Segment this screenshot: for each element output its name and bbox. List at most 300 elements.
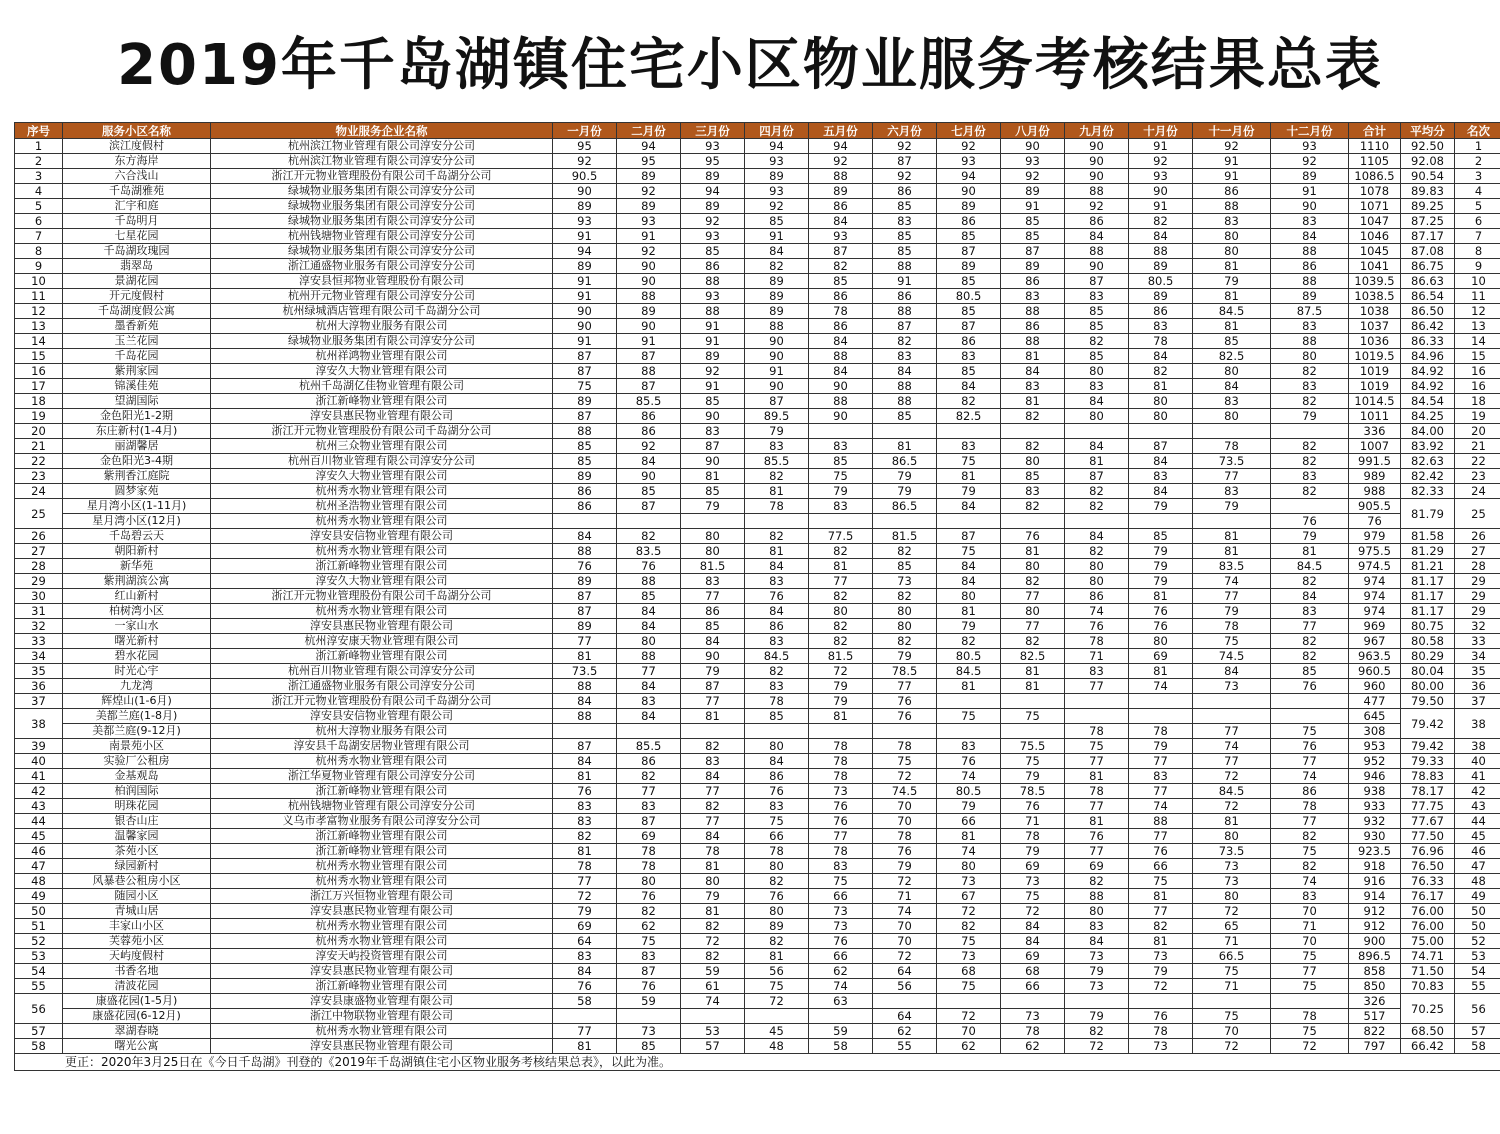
month-score-cell: 84 <box>617 709 681 724</box>
seq-cell: 16 <box>15 364 63 379</box>
month-score-cell: 89 <box>1271 289 1349 304</box>
month-score-cell: 83.5 <box>1193 559 1271 574</box>
month-score-cell: 83 <box>681 754 745 769</box>
month-score-cell: 81 <box>1001 544 1065 559</box>
column-header: 七月份 <box>937 123 1001 139</box>
month-score-cell: 88 <box>809 394 873 409</box>
total-cell: 1105 <box>1349 154 1401 169</box>
month-score-cell <box>1271 709 1349 724</box>
month-score-cell: 81 <box>1193 289 1271 304</box>
month-score-cell: 86 <box>1129 304 1193 319</box>
average-cell: 92.50 <box>1401 139 1455 154</box>
community-name-cell: 红山新村 <box>63 589 211 604</box>
rank-cell: 22 <box>1455 454 1500 469</box>
month-score-cell: 84 <box>1065 394 1129 409</box>
month-score-cell: 73 <box>1001 1009 1065 1024</box>
table-row <box>15 289 1500 304</box>
month-score-cell: 87 <box>873 154 937 169</box>
table-row <box>15 964 1500 979</box>
month-score-cell: 80 <box>1065 559 1129 574</box>
average-cell: 82.33 <box>1401 484 1455 499</box>
results-table-wrapper <box>14 122 1490 1071</box>
rank-cell: 10 <box>1455 274 1500 289</box>
month-score-cell: 83 <box>873 349 937 364</box>
month-score-cell <box>745 514 809 529</box>
month-score-cell: 77 <box>1271 754 1349 769</box>
month-score-cell: 85 <box>1065 319 1129 334</box>
month-score-cell: 62 <box>1001 1039 1065 1054</box>
month-score-cell: 88 <box>1065 889 1129 904</box>
month-score-cell: 73 <box>1065 979 1129 994</box>
seq-cell: 54 <box>15 964 63 979</box>
month-score-cell: 85 <box>873 244 937 259</box>
month-score-cell: 80 <box>1193 364 1271 379</box>
rank-cell: 53 <box>1455 949 1500 964</box>
company-name-cell: 绿城物业服务集团有限公司淳安分公司 <box>211 334 553 349</box>
month-score-cell: 92 <box>681 364 745 379</box>
month-score-cell: 85 <box>1001 229 1065 244</box>
month-score-cell: 76 <box>1001 529 1065 544</box>
month-score-cell: 87 <box>937 529 1001 544</box>
month-score-cell: 75.5 <box>1001 739 1065 754</box>
total-cell: 953 <box>1349 739 1401 754</box>
month-score-cell: 77 <box>1065 844 1129 859</box>
month-score-cell: 81.5 <box>873 529 937 544</box>
rank-cell: 24 <box>1455 484 1500 499</box>
month-score-cell: 87 <box>873 319 937 334</box>
month-score-cell: 87 <box>617 379 681 394</box>
company-name-cell: 杭州秀水物业管理有限公司 <box>211 919 553 934</box>
month-score-cell: 80 <box>1065 364 1129 379</box>
month-score-cell: 83 <box>1193 484 1271 499</box>
table-row <box>15 394 1500 409</box>
month-score-cell: 83 <box>617 694 681 709</box>
month-score-cell: 77 <box>1193 589 1271 604</box>
seq-cell: 39 <box>15 739 63 754</box>
month-score-cell: 70 <box>1271 904 1349 919</box>
month-score-cell: 84 <box>1193 379 1271 394</box>
month-score-cell: 83 <box>745 634 809 649</box>
month-score-cell: 73 <box>617 1024 681 1039</box>
month-score-cell: 79 <box>681 889 745 904</box>
month-score-cell: 85 <box>553 454 617 469</box>
month-score-cell: 84 <box>553 754 617 769</box>
month-score-cell <box>553 1009 617 1024</box>
month-score-cell: 91 <box>617 334 681 349</box>
column-header: 名次 <box>1455 123 1500 139</box>
month-score-cell: 75 <box>1193 964 1271 979</box>
month-score-cell: 90 <box>617 274 681 289</box>
month-score-cell: 90 <box>1271 199 1349 214</box>
company-name-cell: 淳安县惠民物业管理有限公司 <box>211 409 553 424</box>
month-score-cell: 84.5 <box>937 664 1001 679</box>
month-score-cell: 82 <box>1065 499 1129 514</box>
month-score-cell <box>1001 424 1065 439</box>
month-score-cell: 92 <box>617 184 681 199</box>
community-name-cell: 柏树湾小区 <box>63 604 211 619</box>
table-row <box>15 469 1500 484</box>
table-row <box>15 319 1500 334</box>
month-score-cell: 82 <box>617 904 681 919</box>
month-score-cell: 90 <box>553 319 617 334</box>
month-score-cell: 90 <box>809 409 873 424</box>
month-score-cell: 81 <box>1129 379 1193 394</box>
community-name-cell: 千岛湖玫瑰园 <box>63 244 211 259</box>
seq-cell: 47 <box>15 859 63 874</box>
month-score-cell: 86 <box>873 289 937 304</box>
company-name-cell: 浙江开元物业管理股份有限公司千岛湖分公司 <box>211 424 553 439</box>
company-name-cell: 杭州圣浩物业管理有限公司 <box>211 499 553 514</box>
table-row <box>15 214 1500 229</box>
table-row <box>15 994 1500 1009</box>
month-score-cell: 80 <box>745 739 809 754</box>
month-score-cell: 86 <box>1001 274 1065 289</box>
month-score-cell: 80 <box>1065 904 1129 919</box>
month-score-cell: 81 <box>553 769 617 784</box>
month-score-cell: 82 <box>1271 649 1349 664</box>
month-score-cell: 81 <box>745 544 809 559</box>
company-name-cell: 淳安县惠民物业管理有限公司 <box>211 964 553 979</box>
month-score-cell: 83 <box>809 859 873 874</box>
month-score-cell: 73 <box>1065 949 1129 964</box>
month-score-cell: 85 <box>681 484 745 499</box>
month-score-cell: 79 <box>681 499 745 514</box>
month-score-cell: 88 <box>617 649 681 664</box>
month-score-cell: 84 <box>617 679 681 694</box>
company-name-cell: 浙江开元物业管理股份有限公司千岛湖分公司 <box>211 694 553 709</box>
company-name-cell: 浙江新峰物业管理有限公司 <box>211 784 553 799</box>
month-score-cell: 86 <box>873 184 937 199</box>
month-score-cell: 77 <box>681 589 745 604</box>
company-name-cell: 浙江通盛物业服务有限公司淳安分公司 <box>211 259 553 274</box>
seq-cell: 35 <box>15 664 63 679</box>
month-score-cell: 93 <box>1001 154 1065 169</box>
month-score-cell: 75 <box>937 544 1001 559</box>
month-score-cell: 80 <box>873 604 937 619</box>
month-score-cell: 82 <box>1001 634 1065 649</box>
month-score-cell: 80 <box>1129 634 1193 649</box>
month-score-cell: 82 <box>681 739 745 754</box>
month-score-cell: 88 <box>1271 274 1349 289</box>
community-name-cell: 康盛花园(1-5月) <box>63 994 211 1009</box>
month-score-cell: 88 <box>617 574 681 589</box>
month-score-cell: 90 <box>617 259 681 274</box>
month-score-cell: 75 <box>1271 949 1349 964</box>
month-score-cell: 81 <box>1193 259 1271 274</box>
rank-cell: 20 <box>1455 424 1500 439</box>
month-score-cell <box>937 424 1001 439</box>
month-score-cell: 90 <box>745 334 809 349</box>
header-row <box>15 123 1500 139</box>
month-score-cell: 79 <box>1129 559 1193 574</box>
month-score-cell: 84 <box>1065 529 1129 544</box>
month-score-cell: 88 <box>1065 184 1129 199</box>
company-name-cell: 淳安久大物业管理有限公司 <box>211 469 553 484</box>
month-score-cell <box>1065 709 1129 724</box>
community-name-cell: 温馨家园 <box>63 829 211 844</box>
month-score-cell: 78 <box>745 694 809 709</box>
month-score-cell: 66 <box>1129 859 1193 874</box>
community-name-cell: 金色阳光3-4期 <box>63 454 211 469</box>
month-score-cell: 93 <box>681 289 745 304</box>
rank-cell: 50 <box>1455 904 1500 919</box>
column-header: 物业服务企业名称 <box>211 123 553 139</box>
month-score-cell: 83 <box>937 439 1001 454</box>
month-score-cell: 72 <box>937 1009 1001 1024</box>
column-header: 十月份 <box>1129 123 1193 139</box>
month-score-cell: 88 <box>617 289 681 304</box>
month-score-cell: 83 <box>1001 289 1065 304</box>
community-name-cell: 滨江度假村 <box>63 139 211 154</box>
month-score-cell: 95 <box>681 154 745 169</box>
total-cell: 1038.5 <box>1349 289 1401 304</box>
month-score-cell: 76 <box>617 559 681 574</box>
average-cell: 77.75 <box>1401 799 1455 814</box>
month-score-cell <box>873 724 937 739</box>
month-score-cell: 89 <box>553 619 617 634</box>
month-score-cell: 78 <box>1271 1009 1349 1024</box>
month-score-cell: 81 <box>873 439 937 454</box>
month-score-cell: 90 <box>681 649 745 664</box>
month-score-cell: 82 <box>937 394 1001 409</box>
month-score-cell: 79 <box>1129 964 1193 979</box>
month-score-cell: 94 <box>809 139 873 154</box>
month-score-cell: 85 <box>809 454 873 469</box>
month-score-cell: 87 <box>617 499 681 514</box>
month-score-cell: 89 <box>553 259 617 274</box>
month-score-cell: 91 <box>681 379 745 394</box>
month-score-cell: 91 <box>873 274 937 289</box>
average-cell: 86.75 <box>1401 259 1455 274</box>
month-score-cell: 72 <box>1193 904 1271 919</box>
rank-cell: 8 <box>1455 244 1500 259</box>
month-score-cell: 87 <box>937 244 1001 259</box>
month-score-cell: 81 <box>937 604 1001 619</box>
community-name-cell: 景湖花园 <box>63 274 211 289</box>
average-cell: 81.17 <box>1401 604 1455 619</box>
month-score-cell: 91 <box>745 229 809 244</box>
month-score-cell: 82 <box>681 919 745 934</box>
average-cell: 82.42 <box>1401 469 1455 484</box>
company-name-cell: 杭州千岛湖亿佳物业管理有限公司 <box>211 379 553 394</box>
average-cell: 74.71 <box>1401 949 1455 964</box>
month-score-cell: 85 <box>745 214 809 229</box>
month-score-cell: 91 <box>617 229 681 244</box>
month-score-cell: 87 <box>1065 469 1129 484</box>
month-score-cell: 81 <box>1193 529 1271 544</box>
month-score-cell: 83 <box>1129 319 1193 334</box>
month-score-cell: 89 <box>1001 184 1065 199</box>
month-score-cell: 80 <box>1129 409 1193 424</box>
month-score-cell: 85 <box>809 274 873 289</box>
month-score-cell: 79 <box>681 664 745 679</box>
month-score-cell: 85 <box>617 1039 681 1054</box>
month-score-cell: 55 <box>873 1039 937 1054</box>
month-score-cell: 87.5 <box>1271 304 1349 319</box>
month-score-cell: 85 <box>937 229 1001 244</box>
month-score-cell: 73 <box>1193 859 1271 874</box>
month-score-cell: 76 <box>809 814 873 829</box>
rank-cell: 49 <box>1455 889 1500 904</box>
month-score-cell: 75 <box>745 814 809 829</box>
average-cell: 86.63 <box>1401 274 1455 289</box>
month-score-cell: 75 <box>617 934 681 949</box>
average-cell: 79.33 <box>1401 754 1455 769</box>
company-name-cell: 绿城物业服务集团有限公司淳安分公司 <box>211 214 553 229</box>
rank-cell: 26 <box>1455 529 1500 544</box>
company-name-cell: 杭州大淳物业服务有限公司 <box>211 724 553 739</box>
total-cell: 1007 <box>1349 439 1401 454</box>
company-name-cell: 浙江中物联物业管理有限公司 <box>211 1009 553 1024</box>
seq-cell: 27 <box>15 544 63 559</box>
month-score-cell: 76 <box>745 589 809 604</box>
month-score-cell: 89 <box>617 304 681 319</box>
month-score-cell: 83 <box>1271 889 1349 904</box>
month-score-cell: 82 <box>1271 829 1349 844</box>
month-score-cell: 64 <box>873 964 937 979</box>
month-score-cell: 86 <box>937 214 1001 229</box>
month-score-cell: 87 <box>1129 439 1193 454</box>
rank-cell: 4 <box>1455 184 1500 199</box>
month-score-cell <box>1129 994 1193 1009</box>
month-score-cell: 85 <box>681 619 745 634</box>
total-cell: 517 <box>1349 1009 1401 1024</box>
month-score-cell: 70 <box>1193 1024 1271 1039</box>
month-score-cell <box>681 1009 745 1024</box>
month-score-cell: 83.5 <box>617 544 681 559</box>
month-score-cell: 75 <box>1001 709 1065 724</box>
month-score-cell: 84 <box>745 244 809 259</box>
month-score-cell: 76 <box>553 979 617 994</box>
month-score-cell <box>681 724 745 739</box>
rank-cell: 29 <box>1455 589 1500 604</box>
table-row <box>15 304 1500 319</box>
table-row <box>15 859 1500 874</box>
month-score-cell: 83 <box>745 574 809 589</box>
seq-cell: 57 <box>15 1024 63 1039</box>
month-score-cell: 77.5 <box>809 529 873 544</box>
table-header <box>15 123 1500 139</box>
average-cell: 89.25 <box>1401 199 1455 214</box>
month-score-cell: 72 <box>1193 1039 1271 1054</box>
month-score-cell: 82 <box>617 529 681 544</box>
month-score-cell: 77 <box>1129 904 1193 919</box>
rank-cell: 23 <box>1455 469 1500 484</box>
table-row <box>15 439 1500 454</box>
month-score-cell <box>1065 694 1129 709</box>
month-score-cell: 83 <box>1271 379 1349 394</box>
month-score-cell: 84 <box>1129 454 1193 469</box>
month-score-cell: 73.5 <box>553 664 617 679</box>
month-score-cell: 89 <box>553 469 617 484</box>
month-score-cell: 72 <box>1001 904 1065 919</box>
table-row <box>15 1039 1500 1054</box>
month-score-cell: 84 <box>1129 229 1193 244</box>
month-score-cell: 76 <box>809 934 873 949</box>
rank-cell: 36 <box>1455 679 1500 694</box>
community-name-cell: 翡翠岛 <box>63 259 211 274</box>
month-score-cell: 77 <box>681 784 745 799</box>
month-score-cell: 58 <box>809 1039 873 1054</box>
month-score-cell: 82 <box>681 949 745 964</box>
month-score-cell: 77 <box>617 784 681 799</box>
month-score-cell <box>617 514 681 529</box>
month-score-cell: 79 <box>1001 844 1065 859</box>
table-row <box>15 169 1500 184</box>
average-cell: 81.17 <box>1401 589 1455 604</box>
month-score-cell: 90 <box>553 304 617 319</box>
month-score-cell: 78 <box>1065 724 1129 739</box>
month-score-cell: 76 <box>809 799 873 814</box>
company-name-cell: 杭州秀水物业管理有限公司 <box>211 604 553 619</box>
month-score-cell <box>1065 424 1129 439</box>
month-score-cell: 87 <box>1001 244 1065 259</box>
month-score-cell <box>1193 709 1271 724</box>
month-score-cell: 90 <box>553 184 617 199</box>
month-score-cell: 82 <box>1001 439 1065 454</box>
month-score-cell: 81 <box>681 709 745 724</box>
seq-cell: 43 <box>15 799 63 814</box>
table-row <box>15 589 1500 604</box>
month-score-cell: 95 <box>553 139 617 154</box>
month-score-cell: 82 <box>1271 484 1349 499</box>
community-name-cell: 丰家山小区 <box>63 919 211 934</box>
month-score-cell: 84.5 <box>1271 559 1349 574</box>
month-score-cell: 83 <box>809 499 873 514</box>
month-score-cell: 76 <box>1129 1009 1193 1024</box>
month-score-cell: 87 <box>553 604 617 619</box>
month-score-cell: 77 <box>809 574 873 589</box>
month-score-cell: 86 <box>1193 184 1271 199</box>
rank-cell: 57 <box>1455 1024 1500 1039</box>
rank-cell: 19 <box>1455 409 1500 424</box>
month-score-cell: 81.5 <box>809 649 873 664</box>
month-score-cell: 83 <box>553 814 617 829</box>
month-score-cell: 82 <box>1271 454 1349 469</box>
table-row <box>15 814 1500 829</box>
month-score-cell: 82 <box>553 829 617 844</box>
month-score-cell <box>1001 724 1065 739</box>
community-name-cell: 美都兰庭(1-8月) <box>63 709 211 724</box>
month-score-cell: 82 <box>873 544 937 559</box>
month-score-cell: 83 <box>1001 379 1065 394</box>
column-header: 合计 <box>1349 123 1401 139</box>
average-cell: 84.92 <box>1401 364 1455 379</box>
month-score-cell: 90 <box>745 379 809 394</box>
month-score-cell: 72 <box>873 874 937 889</box>
month-score-cell: 92 <box>617 439 681 454</box>
total-cell: 1086.5 <box>1349 169 1401 184</box>
column-header: 八月份 <box>1001 123 1065 139</box>
month-score-cell: 82 <box>809 544 873 559</box>
average-cell: 87.25 <box>1401 214 1455 229</box>
seq-cell: 18 <box>15 394 63 409</box>
month-score-cell: 80.5 <box>937 784 1001 799</box>
rank-cell: 12 <box>1455 304 1500 319</box>
total-cell: 308 <box>1349 724 1401 739</box>
average-cell: 87.17 <box>1401 229 1455 244</box>
community-name-cell: 天屿度假村 <box>63 949 211 964</box>
month-score-cell: 72 <box>1271 1039 1349 1054</box>
table-row <box>15 844 1500 859</box>
company-name-cell: 杭州三众物业管理有限公司 <box>211 439 553 454</box>
month-score-cell: 85 <box>873 559 937 574</box>
total-cell: 974 <box>1349 604 1401 619</box>
month-score-cell: 78 <box>1193 439 1271 454</box>
month-score-cell: 87 <box>937 319 1001 334</box>
month-score-cell: 89 <box>553 574 617 589</box>
month-score-cell: 77 <box>1129 754 1193 769</box>
